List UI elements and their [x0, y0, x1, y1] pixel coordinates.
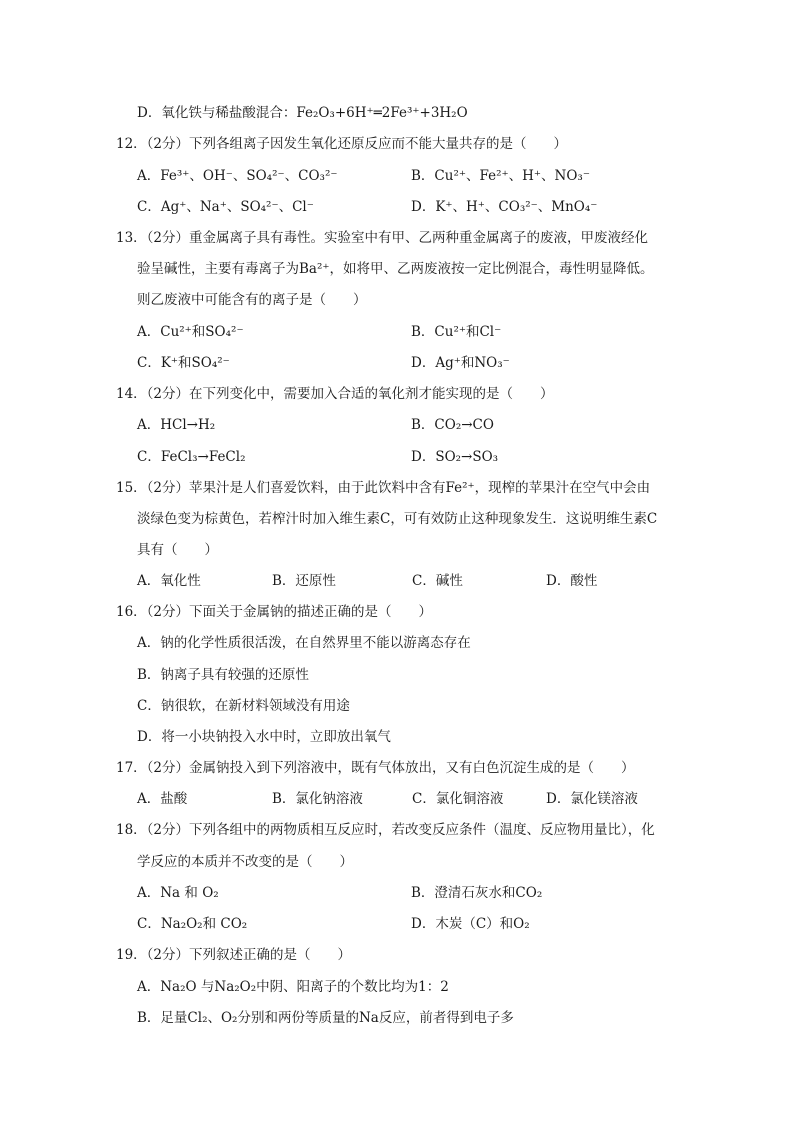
q14-option-c: C．FeCl₃→FeCl₂ — [137, 449, 246, 465]
q13-stem-line1: 13．（2分）重金属离子具有毒性。实验室中有甲、乙两种重金属离子的废液，甲废液经化 — [116, 230, 649, 246]
q19-stem: 19．（2分）下列叙述正确的是（ ） — [116, 947, 352, 963]
q17-option-c: C．氯化铜溶液 — [412, 791, 504, 807]
q16-option-c: C．钠很软，在新材料领域没有用途 — [137, 698, 350, 714]
q15-option-b: B．还原性 — [272, 573, 336, 589]
q15-stem-line3: 具有（ ） — [137, 542, 218, 558]
q15-stem-line2: 淡绿色变为棕黄色，若榨汁时加入维生素C，可有效防止这种现象发生．这说明维生素C — [137, 511, 658, 527]
q17-option-b: B．氯化钠溶液 — [272, 791, 363, 807]
q16-option-d: D．将一小块钠投入水中时，立即放出氧气 — [137, 729, 391, 745]
q12-option-c: C．Ag⁺、Na⁺、SO₄²⁻、Cl⁻ — [137, 199, 314, 215]
q19-option-a: A．Na₂O 与Na₂O₂中阴、阳离子的个数比均为1：2 — [137, 979, 449, 995]
q14-option-b: B．CO₂→CO — [411, 417, 494, 433]
q11-option-d: D．氧化铁与稀盐酸混合：Fe₂O₃+6H⁺═2Fe³⁺+3H₂O — [137, 105, 468, 121]
q13-stem-line3: 则乙废液中可能含有的离子是（ ） — [137, 292, 367, 308]
q14-option-a: A．HCl→H₂ — [137, 417, 216, 433]
q18-stem-line1: 18．（2分）下列各组中的两物质相互反应时，若改变反应条件（温度、反应物用量比），化 — [116, 822, 655, 838]
q14-stem: 14．（2分）在下列变化中，需要加入合适的氧化剂才能实现的是（ ） — [116, 386, 554, 402]
q19-option-b: B．足量Cl₂、O₂分别和两份等质量的Na反应，前者得到电子多 — [137, 1010, 514, 1026]
q14-option-d: D．SO₂→SO₃ — [411, 449, 499, 465]
q15-stem-line1: 15．（2分）苹果汁是人们喜爱饮料，由于此饮料中含有Fe²⁺，现榨的苹果汁在空气中会由 — [116, 480, 651, 496]
q17-option-a: A．盐酸 — [137, 791, 188, 807]
q13-option-d: D．Ag⁺和NO₃⁻ — [411, 355, 510, 371]
q13-option-a: A．Cu²⁺和SO₄²⁻ — [137, 324, 244, 340]
q15-option-d: D．酸性 — [546, 573, 598, 589]
q15-option-a: A．氧化性 — [137, 573, 201, 589]
q18-option-a: A．Na 和 O₂ — [137, 885, 219, 901]
q17-option-d: D．氯化镁溶液 — [546, 791, 638, 807]
q18-stem-line2: 学反应的本质并不改变的是（ ） — [137, 854, 353, 870]
q16-stem: 16．（2分）下面关于金属钠的描述正确的是（ ） — [116, 604, 433, 620]
q12-option-a: A．Fe³⁺、OH⁻、SO₄²⁻、CO₃²⁻ — [137, 168, 338, 184]
q12-option-d: D．K⁺、H⁺、CO₃²⁻、MnO₄⁻ — [411, 199, 598, 215]
q18-option-d: D．木炭（C）和O₂ — [411, 916, 530, 932]
q12-stem: 12．（2分）下列各组离子因发生氧化还原反应而不能大量共存的是（ ） — [116, 136, 568, 152]
q17-stem: 17．（2分）金属钠投入到下列溶液中，既有气体放出，又有白色沉淀生成的是（ ） — [116, 760, 635, 776]
q18-option-c: C．Na₂O₂和 CO₂ — [137, 916, 248, 932]
q18-option-b: B．澄清石灰水和CO₂ — [411, 885, 543, 901]
q15-option-c: C．碱性 — [412, 573, 463, 589]
q13-option-b: B．Cu²⁺和Cl⁻ — [411, 324, 502, 340]
q12-option-b: B．Cu²⁺、Fe²⁺、H⁺、NO₃⁻ — [411, 168, 590, 184]
q13-option-c: C．K⁺和SO₄²⁻ — [137, 355, 230, 371]
q16-option-a: A．钠的化学性质很活泼，在自然界里不能以游离态存在 — [137, 635, 471, 651]
q13-stem-line2: 验呈碱性，主要有毒离子为Ba²⁺，如将甲、乙两废液按一定比例混合，毒性明显降低。 — [137, 261, 654, 277]
q16-option-b: B．钠离子具有较强的还原性 — [137, 667, 309, 683]
